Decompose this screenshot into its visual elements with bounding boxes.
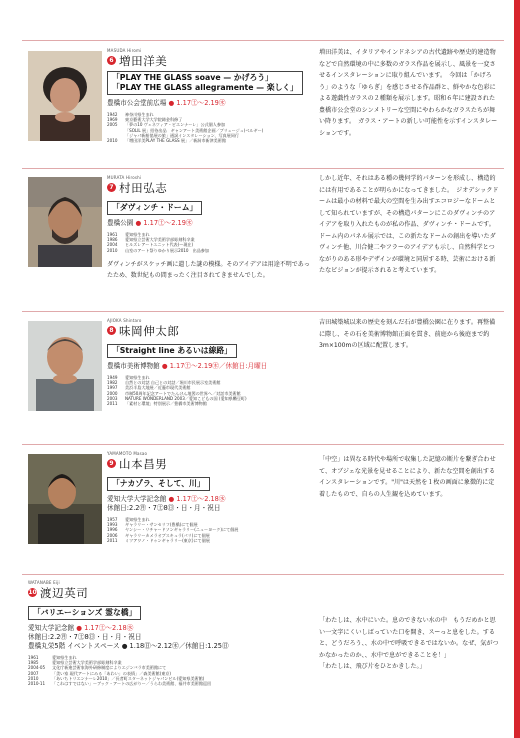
artist-name: 増田洋美 — [119, 53, 168, 68]
artist-entry-yamamoto — [22, 444, 504, 575]
bio-row: 1949 愛知県生まれ — [107, 375, 150, 380]
artist-photo-masuda — [28, 51, 102, 141]
work-title-box — [28, 606, 141, 620]
work-title: 「バリエーションズ 霊な橋」 — [33, 608, 137, 617]
artist-name: 味岡伸太郎 — [119, 323, 180, 338]
artist-number-badge: 7 — [107, 183, 116, 192]
artist-photo-murata — [28, 177, 102, 267]
venue-line — [107, 99, 317, 108]
bio-row: 2006 ギャラリーカメラオブスキュラ(パリ)にて個展 — [107, 532, 210, 538]
bio-row: 2007 「美い家 現代アートにみる「あわい」の表情」／森美術館(東京) — [28, 670, 171, 676]
bio-row: 「SOLIL 展」招待出品 ギャンアート美術館企画／ブリュージュ(ベルギー) — [125, 127, 264, 133]
artist-description: 「中空」は異なる時代や場所で収集した記憶の断片を繋ぎ合わせて、オブジェな光景を見せることにより、新たな空間を創出するインスタレーションです。"川"は天然を１枚の画面に象徴的に定着したもので、自らの人生観を込めています。 — [319, 456, 496, 498]
artist-bio — [107, 517, 317, 543]
bio-row: 2010-11 「これはすではない」ーブック・アートの広がりー／うらわ美術館、福井市美術館巡回 — [28, 681, 212, 687]
work-title: 「ダヴィンチ・ドーム」 — [112, 203, 198, 212]
bio-row: 1997 美浜半島大地展／近藤市現代美術館 — [107, 385, 191, 391]
venue-name: 愛知大学記念館 — [28, 624, 75, 632]
work-title: 「PLAY THE GLASS allegramente — 楽しく」 — [112, 83, 298, 92]
venue-name: 豊橋公園 — [107, 219, 134, 227]
artist-entry-masuda — [22, 40, 504, 169]
bullet-icon: ● — [168, 99, 175, 107]
venue-dates: 1.17㊏〜2.19㊍／休館日:月曜日 — [169, 362, 268, 370]
artist-description: 増田洋美は、イタリアやインドネシアの古代遺跡や歴史的建造物などで自然環境の中に多数のガラス作品を展示し、風景を一変させるインスタレーションに取り組んでいます。 今回は「かげろう」のような「ゆらぎ」を感じさせる作品群と、鮮やかな色彩による遊戯性ガラスの２種類を展示します。昭和６年に建設された豊橋市公会堂のシンメトリーな空間にやわらかなガラスたちが舞い降ります。 ガラス・アートの新しい可能性を示すインスタレーションです。 — [319, 49, 498, 137]
bio-row: 「ジャパ新船協展の旅」通詞インスタレーション、写真展同行 — [125, 132, 239, 138]
artist-description: しかし近年、それはある種の幾何学的パターンを形成し、構造的には有用であることが明らかになってきました。 ジオデシックドームは最小の材料で最大の空間を生み出すエコロジーなドームとして知られていますが、その構造パターンにこのダヴィンチのアイデアを取り入れたものが私の作品、ダヴィンチ・ドームです。ドーム内のパネル展示では、この新たなドームの創出を導いたダヴィンチ他、川合健二やフラーのアイデアも示し、自然科学とつながりのある形やデザインが環境と同居する時、芸術における新たなビジョンが提示されると考えています。 — [319, 175, 499, 274]
bullet-icon: ● — [168, 495, 175, 503]
bio-row: 1942 神奈川県生まれ — [107, 112, 154, 117]
venue-dates: 1.17㊏〜2.19㊍ — [143, 219, 193, 227]
bio-row: 1961 愛知県生まれ — [28, 655, 77, 660]
artist-description: 吉田城築城以来の歴史を刻んだ石が豊橋公園に在ります。再整備に際し、その石を美術博物館正面を貫き、前庭から後庭まで約3m×100mの区域に配置します。 — [319, 319, 496, 349]
artist-description: 「わたしは、水中にいた。息のできない水の中 もうだめかと思い一文字にくいしばっていた口を開き、スーっと息をした。すると、どうだろう、、水の中で呼吸できるではないか。なぜ、気がつかなかったのか、、水中で息ができることを！」 「わたしは、飛び片をひとかきした。」 — [319, 617, 499, 670]
artist-entry-watanabe — [22, 574, 504, 733]
bio-row: 1969 東京藝術大学大学院鋳金科修了 — [107, 117, 183, 123]
artist-name: 村田弘志 — [119, 180, 168, 195]
venue-secondary: 豊橋丸栄5階 イベントスペース ● 1.18㊐〜2.12㊍／休館日:1.25㊐ — [28, 642, 229, 650]
venue-dates: 1.17㊏〜2.18㊌ — [84, 624, 134, 632]
artist-name: 渡辺英司 — [40, 585, 89, 600]
work-title-box — [107, 344, 237, 358]
artist-romaji: YAMAMOTO Masao — [107, 451, 148, 456]
venue-name: 愛知大学大学記念館 — [107, 495, 167, 503]
artist-entry-murata — [22, 168, 504, 312]
venue-line — [28, 624, 308, 651]
side-accent-stripe — [514, 0, 520, 738]
artist-name: 山本昌男 — [119, 456, 168, 471]
artist-bio — [28, 655, 308, 686]
bio-row: 1996 ヤンシー・リチャードソンギャラリー(ニューヨーク)にて個展 — [107, 527, 239, 533]
venue-line — [107, 362, 317, 371]
artist-photo-yamamoto — [28, 454, 102, 544]
bio-row: 1982 自然との対話 自己との対話／堀川市民展示室美術館 — [107, 380, 221, 386]
work-title-box — [107, 477, 210, 491]
venue-dates: 1.17㊏〜2.18㊌ — [176, 495, 226, 503]
artist-romaji: MURATA Hiroshi — [107, 175, 142, 180]
venue-line — [107, 219, 317, 228]
work-title: 「Straight line あるいは線路」 — [112, 346, 232, 355]
bio-row: 2010 「あいちトリエンナーレ2010」／長者町スターネットジャパンビル(愛知県美術館) — [28, 675, 205, 681]
artist-number-badge: 6 — [107, 56, 116, 65]
venue-dates: 1.17㊏〜2.19㊍ — [176, 99, 226, 107]
venue-name: 豊橋市美術博物館 — [107, 362, 160, 370]
venue-name: 豊橋市公会堂前広場 — [107, 99, 167, 107]
bullet-icon: ● — [135, 219, 142, 227]
bio-row: 1961 愛知県生まれ — [107, 232, 150, 237]
bio-row: 2010 「増田洋美PLAY THE GLASS 展」／新潟市新津美術館 — [107, 138, 226, 144]
artist-romaji: WATANABE Eiji — [28, 580, 60, 585]
artist-bio — [107, 232, 317, 253]
artist-photo-ajioka — [28, 321, 102, 411]
bio-row: 2004 ヒルズレアートユニット代表(〜現在) — [107, 242, 194, 248]
work-title-box — [107, 201, 202, 215]
artist-note: ダヴィンチがスケッチ画に遺した謎の模様。そのアイデアは用途不明であったため、数世紀もの間まったく注目されてきませんでした。 — [107, 260, 310, 279]
bio-row: 1986 愛知県立芸術大学美術学部彫刻科卒業 — [107, 237, 195, 243]
bio-row: 2011 「素材と環境」特別展示／豊橋市美術博物館 — [107, 401, 207, 407]
bio-row: 2011 ミツアワノ・ドゥンギャラリー(東京)にて個展 — [107, 537, 210, 543]
venue-closed-days: 休館日:2.2㊊・7㊏8㊐・日・月・祝日 — [107, 504, 221, 512]
artist-romaji: AJIOKA Shintaro — [107, 318, 142, 323]
venue-line — [107, 495, 317, 513]
artist-number-badge: 9 — [107, 459, 116, 468]
bio-row: 2000 市制50周年記念アートでたんけん地図の世界へ／対話市美術館 — [107, 390, 241, 396]
bullet-icon: ● — [76, 624, 83, 632]
artist-bio — [107, 112, 317, 143]
artist-number-badge: 8 — [107, 326, 116, 335]
artist-number-badge: 10 — [28, 589, 37, 596]
work-title: 「ナカゾラ、そして、川」 — [112, 479, 205, 488]
bio-row: 2004-05 文化庁新進芸術家海外研修制度によりエジンバラ市美術館にて — [28, 665, 167, 671]
artist-bio — [107, 375, 317, 406]
bio-row: 1993 ギャラリー・サンセリフ(豊橋)にて個展 — [107, 522, 198, 528]
work-title-box — [107, 71, 303, 95]
work-title: 「PLAY THE GLASS soave — かげろう」 — [112, 73, 273, 82]
bio-row: 2003 NATURE WONDERLAND 2003／愛知こどもの国 (愛知県幡豆町) — [107, 395, 247, 401]
bio-row: 1985 愛知県立芸術大学美術学部彫刻科卒業 — [28, 660, 122, 666]
venue-closed-days: 休館日:2.2㊊・7㊏8㊐・日・月・祝日 — [28, 633, 142, 641]
bio-row: 2010 山室のアート祭りゆかり展示2010 出品参加 — [107, 247, 209, 253]
bio-row: 1957 愛知県生まれ — [107, 517, 150, 522]
artist-romaji: MASUDA Hiromi — [107, 48, 142, 53]
bio-row: 2005 「夢の10 ヴェネツィア・ビエンナーレ」公式個人参加 — [107, 122, 226, 128]
bullet-icon: ● — [161, 362, 168, 370]
artist-entry-ajioka — [22, 311, 504, 445]
